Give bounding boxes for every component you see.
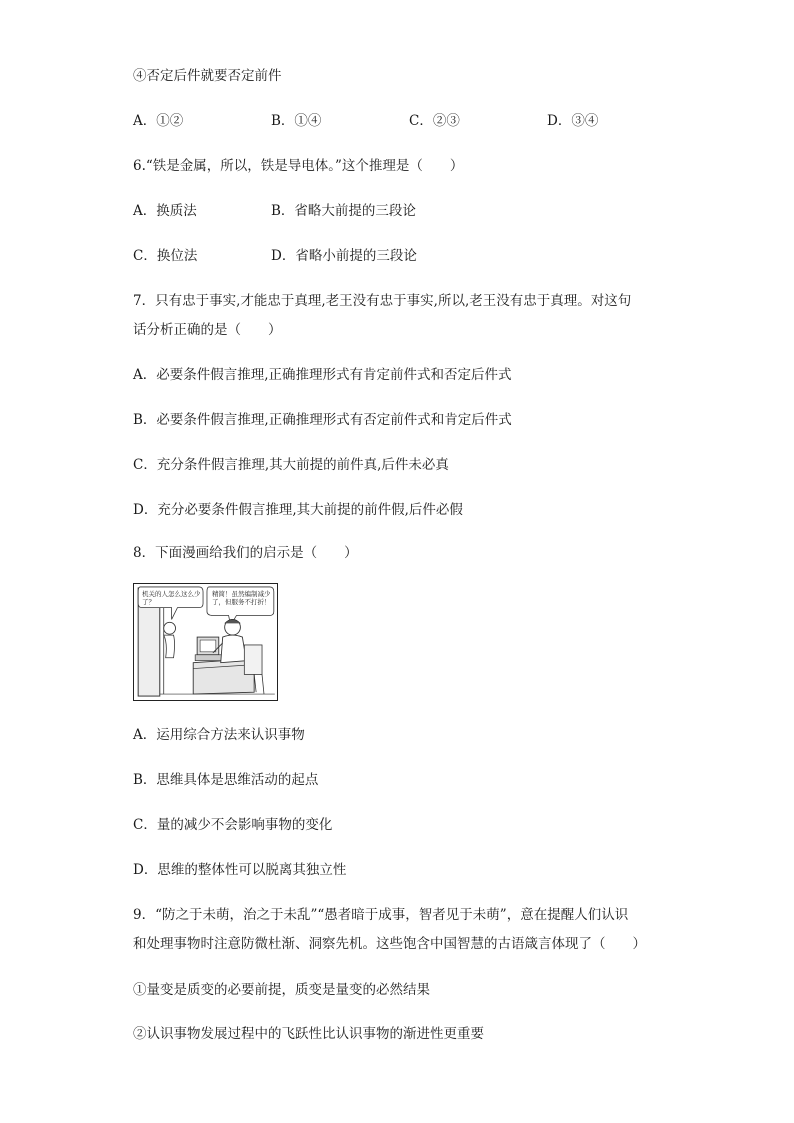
q8-stem: 8．下面漫画给我们的启示是（ ） [133, 545, 358, 561]
q8-option-c[interactable]: C．量的减少不会影响事物的变化 [133, 817, 333, 833]
q7-option-b[interactable]: B．必要条件假言推理,正确推理形式有否定前件式和肯定后件式 [133, 412, 512, 428]
q6-option-d[interactable]: D．省略小前提的三段论 [271, 248, 417, 264]
q5-option-d[interactable]: D．③④ [547, 113, 599, 129]
cartoon-image [133, 583, 278, 701]
q8-option-a[interactable]: A．运用综合方法来认识事物 [133, 727, 305, 743]
q5-option-c[interactable]: C．②③ [409, 113, 460, 129]
q9-stem-line2: 和处理事物时注意防微杜渐、洞察先机。这些饱含中国智慧的古语箴言体现了（ ） [133, 936, 646, 952]
q6-option-b[interactable]: B．省略大前提的三段论 [271, 203, 416, 219]
q5-option-b[interactable]: B．①④ [271, 113, 322, 129]
q7-option-c[interactable]: C．充分条件假言推理,其大前提的前件真,后件未必真 [133, 457, 449, 473]
q7-stem-line2: 话分析正确的是（ ） [133, 322, 282, 338]
q6-option-c[interactable]: C．换位法 [133, 248, 198, 264]
q6-stem: 6.“铁是金属，所以，铁是导电体。”这个推理是（ ） [133, 158, 464, 174]
q5-option-a[interactable]: A．①② [133, 113, 184, 129]
q7-option-a[interactable]: A．必要条件假言推理,正确推理形式有肯定前件式和否定后件式 [133, 367, 512, 383]
q9-stem-line1: 9．“防之于未萌，治之于未乱”“愚者暗于成事，智者见于未萌”，意在提醒人们认识 [133, 907, 629, 923]
q7-stem-line1: 7．只有忠于事实,才能忠于真理,老王没有忠于事实,所以,老王没有忠于真理。对这句 [133, 293, 632, 309]
q7-option-d[interactable]: D．充分必要条件假言推理,其大前提的前件假,后件必假 [133, 502, 463, 518]
q9-statement-1: ①量变是质变的必要前提，质变是量变的必然结果 [133, 982, 430, 998]
q8-option-b[interactable]: B．思维具体是思维活动的起点 [133, 772, 319, 788]
q9-statement-2: ②认识事物发展过程中的飞跃性比认识事物的渐进性更重要 [133, 1026, 484, 1042]
q8-option-d[interactable]: D．思维的整体性可以脱离其独立性 [133, 862, 347, 878]
cartoon-bubble-left: 机关的人怎么这么少了？ [142, 590, 201, 606]
cartoon-bubble-right: 精简！虽然编制减少了，但服务不打折！ [212, 590, 271, 606]
q5-statement-4: ④否定后件就要否定前件 [133, 68, 282, 84]
q6-option-a[interactable]: A．换质法 [133, 203, 197, 219]
